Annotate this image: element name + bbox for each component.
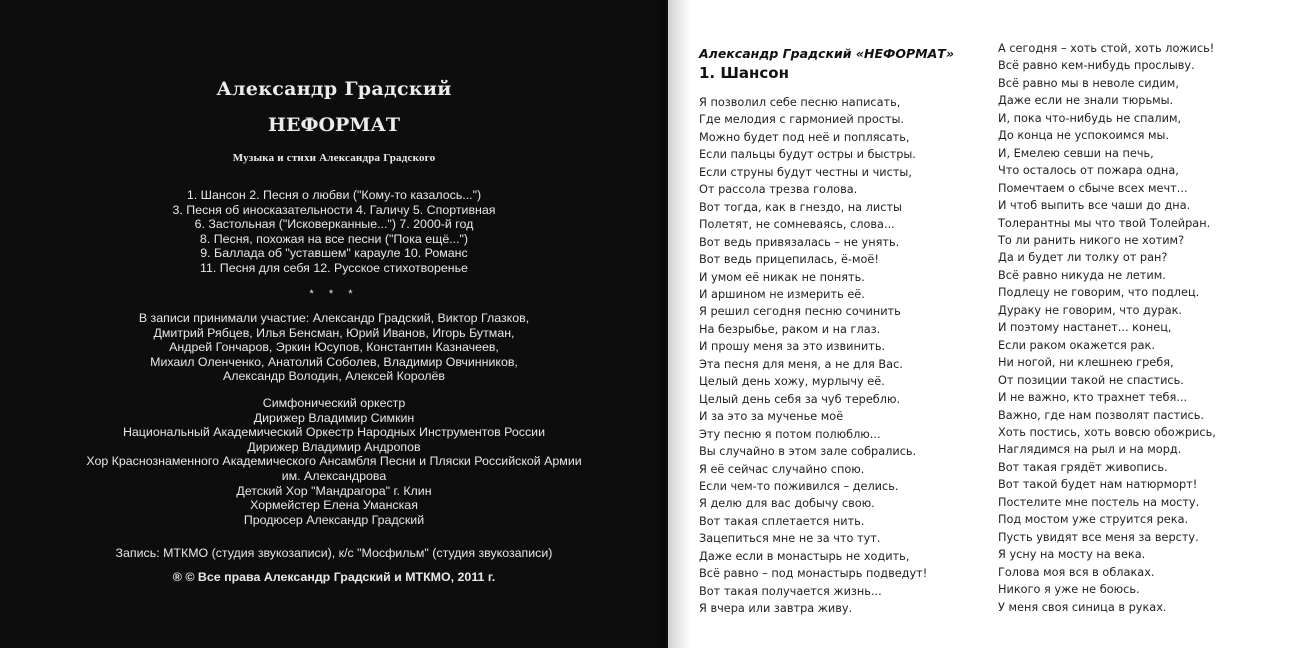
track-line: 6. Застольная ("Исковерканные...") 7. 2000-й год (194, 217, 474, 232)
track-line: 9. Баллада об "уставшем" карауле 10. Романс (200, 246, 468, 261)
lyric-line: Я вчера или завтра живу. (699, 602, 853, 616)
lyric-line: Всё равно мы в неволе сидим, (998, 76, 1179, 90)
lyric-line: Если струны будут честны и чисты, (699, 165, 912, 179)
lyric-line: Важно, где нам позволят пастись. (998, 408, 1205, 422)
orchestra-line: Детский Хор "Мандрагора" г. Клин (236, 483, 432, 498)
lyric-line: Дураку не говорим, что дурак. (998, 303, 1183, 317)
lyric-line: Полетят, не сомневаясь, слова... (699, 218, 895, 232)
lyrics-column-2 (998, 40, 1216, 616)
song-title: 1. Шансон (699, 64, 789, 82)
lyric-line: Я усну на мосту на века. (998, 548, 1146, 562)
orchestra-credits (0, 396, 668, 527)
section-divider: * * * (309, 288, 359, 300)
lyric-line: Целый день себя за чуб тереблю. (699, 392, 901, 406)
lyric-line: Всё равно никуда не летим. (998, 268, 1166, 282)
lyric-line: И умом её никак не понять. (699, 270, 865, 284)
lyric-line: До конца не успокоимся мы. (998, 129, 1170, 143)
lyric-line: Вот такой будет нам натюрморт! (998, 478, 1198, 492)
lyric-line: Пусть увидят все меня за версту. (998, 530, 1199, 544)
lyric-line: На безрыбье, раком и на глаз. (699, 322, 881, 336)
lyrics-header: Александр Градский «НЕФОРМАТ» (699, 46, 954, 61)
lyric-line: И прошу меня за это извинить. (699, 340, 886, 354)
lyric-line: Ни ногой, ни клешнею гребя, (998, 356, 1174, 370)
lyric-line: Я делю для вас добычу свою. (699, 497, 875, 511)
orchestra-line: Национальный Академический Оркестр Народных Инструментов России (122, 425, 546, 440)
lyric-line: Вот такая получается жизнь... (699, 584, 882, 598)
lyric-line: То ли ранить никого не хотим? (998, 233, 1185, 247)
lyrics-column-1 (699, 94, 927, 618)
lyric-line: Вот такая грядёт живопись. (998, 460, 1168, 474)
lyric-line: От рассола трезва голова. (699, 183, 858, 197)
lyric-line: И чтоб выпить все чаши до дна. (998, 199, 1191, 213)
lyric-line: Я позволил себе песню написать, (699, 96, 901, 109)
track-line: 11. Песня для себя 12. Русское стихотворенье (200, 260, 468, 275)
musicians-line: В записи принимали участие: Александр Градский, Виктор Глазков, (138, 311, 530, 325)
lyric-line: Я решил сегодня песню сочинить (699, 305, 901, 319)
lyric-line: А сегодня – хоть стой, хоть ложись! (998, 42, 1215, 55)
lyric-line: Помечтаем о сбыче всех мечт... (998, 181, 1188, 195)
orchestra-line: Симфонический оркестр (262, 396, 406, 410)
lyrics-page (668, 0, 1310, 648)
orchestra-line: Дирижер Владимир Андропов (247, 439, 421, 454)
artist-name: Александр Градский (216, 78, 452, 100)
lyric-line: И аршином не измерить её. (699, 287, 865, 301)
lyric-line: Вот ведь привязалась – не унять. (699, 235, 900, 249)
musicians-line: Андрей Гончаров, Эркин Юсупов, Константин Казначеев, (169, 340, 499, 355)
lyric-line: Под мостом уже струится река. (998, 513, 1189, 527)
lyric-line: И, Емелею севши на печь, (998, 146, 1154, 160)
lyric-line: Даже если в монастырь не ходить, (699, 549, 910, 563)
lyric-line: Эта песня для меня, а не для Вас. (699, 357, 903, 371)
lyric-line: Голова моя вся в облаках. (998, 565, 1155, 579)
page-fold-shadow (668, 0, 690, 648)
lyric-line: Вот тогда, как в гнездо, на листы (699, 200, 902, 214)
lyric-line: Если пальцы будут остры и быстры. (699, 148, 916, 162)
lyric-line: Где мелодия с гармонией просты. (699, 113, 905, 127)
orchestra-line: Дирижер Владимир Симкин (253, 410, 415, 425)
lyric-line: Постелите мне постель на мосту. (998, 495, 1200, 509)
orchestra-line: Хор Краснознаменного Академического Ансамбля Песни и Пляски Российской Армии (86, 454, 582, 469)
lyric-line: Я её сейчас случайно спою. (699, 462, 865, 476)
orchestra-line: им. Александрова (281, 468, 387, 483)
lyric-line: От позиции такой не спастись. (998, 373, 1184, 387)
lyric-line: Если раком окажется рак. (998, 338, 1155, 352)
lyric-line: Зацепиться мне не за что тут. (699, 532, 881, 546)
lyric-line: Можно будет под неё и поплясать, (699, 130, 910, 144)
track-line: 3. Песня об иносказательности 4. Галичу 5. Спортивная (172, 202, 496, 217)
lyric-line: Вы случайно в этом зале собрались. (699, 445, 917, 459)
track-line: 1. Шансон 2. Песня о любви ("Кому-то казалось...") (186, 188, 482, 202)
lyric-line: И, пока что-нибудь не спалим, (998, 111, 1182, 125)
page-fold-shadow (655, 0, 668, 648)
lyric-line: У меня своя синица в руках. (998, 600, 1167, 614)
music-lyrics-credit: Музыка и стихи Александра Градского (232, 152, 436, 164)
album-title: НЕФОРМАТ (268, 114, 400, 136)
lyric-line: Вот такая сплетается нить. (699, 514, 865, 528)
lyric-line: Эту песню я потом полюблю... (699, 427, 881, 441)
musicians-line: Дмитрий Рябцев, Илья Бенсман, Юрий Иванов, Игорь Бутман, (153, 325, 515, 340)
musicians-list (0, 311, 668, 384)
lyric-line: Наглядимся на рыл и на морд. (998, 443, 1182, 457)
musicians-line: Михаил Оленченко, Анатолий Соболев, Владимир Овчинников, (150, 354, 518, 369)
lyric-line: Хоть постись, хоть вовсю обожрись, (998, 425, 1216, 439)
lyric-line: И за это за мученье моё (699, 410, 844, 424)
lyric-line: Всё равно – под монастырь подведут! (699, 567, 928, 581)
lyric-line: Даже если не знали тюрьмы. (998, 94, 1174, 108)
lyric-line: Толерантны мы что твой Толейран. (998, 216, 1211, 230)
recording-credit: Запись: МТКМО (студия звукозаписи), к/с "Мосфильм" (студия звукозаписи) (115, 546, 553, 560)
lyric-line: Да и будет ли толку от ран? (998, 251, 1168, 265)
lyric-line: Целый день хожу, мурлычу её. (699, 375, 885, 389)
lyric-line: Что осталось от пожара одна, (998, 164, 1179, 178)
track-list (0, 188, 668, 276)
musicians-line: Александр Володин, Алексей Королёв (223, 369, 445, 384)
orchestra-line: Хормейстер Елена Уманская (250, 498, 418, 513)
copyright-notice: ® © Все права Александр Градский и МТКМО, 2011 г. (172, 570, 496, 584)
lyric-line: Вот ведь прицепилась, ё-моё! (699, 253, 879, 267)
track-line: 8. Песня, похожая на все песни ("Пока ещё...") (199, 231, 469, 246)
orchestra-line: Продюсер Александр Градский (243, 512, 425, 527)
lyric-line: Никого я уже не боюсь. (998, 583, 1140, 597)
lyric-line: Если чем-то поживился – делись. (699, 479, 899, 493)
lyric-line: Подлецу не говорим, что подлец. (998, 286, 1200, 300)
lyric-line: И не важно, кто трахнет тебя... (998, 391, 1188, 405)
lyric-line: Всё равно кем-нибудь прослыву. (998, 59, 1195, 73)
lyric-line: И поэтому настанет... конец, (998, 321, 1172, 335)
